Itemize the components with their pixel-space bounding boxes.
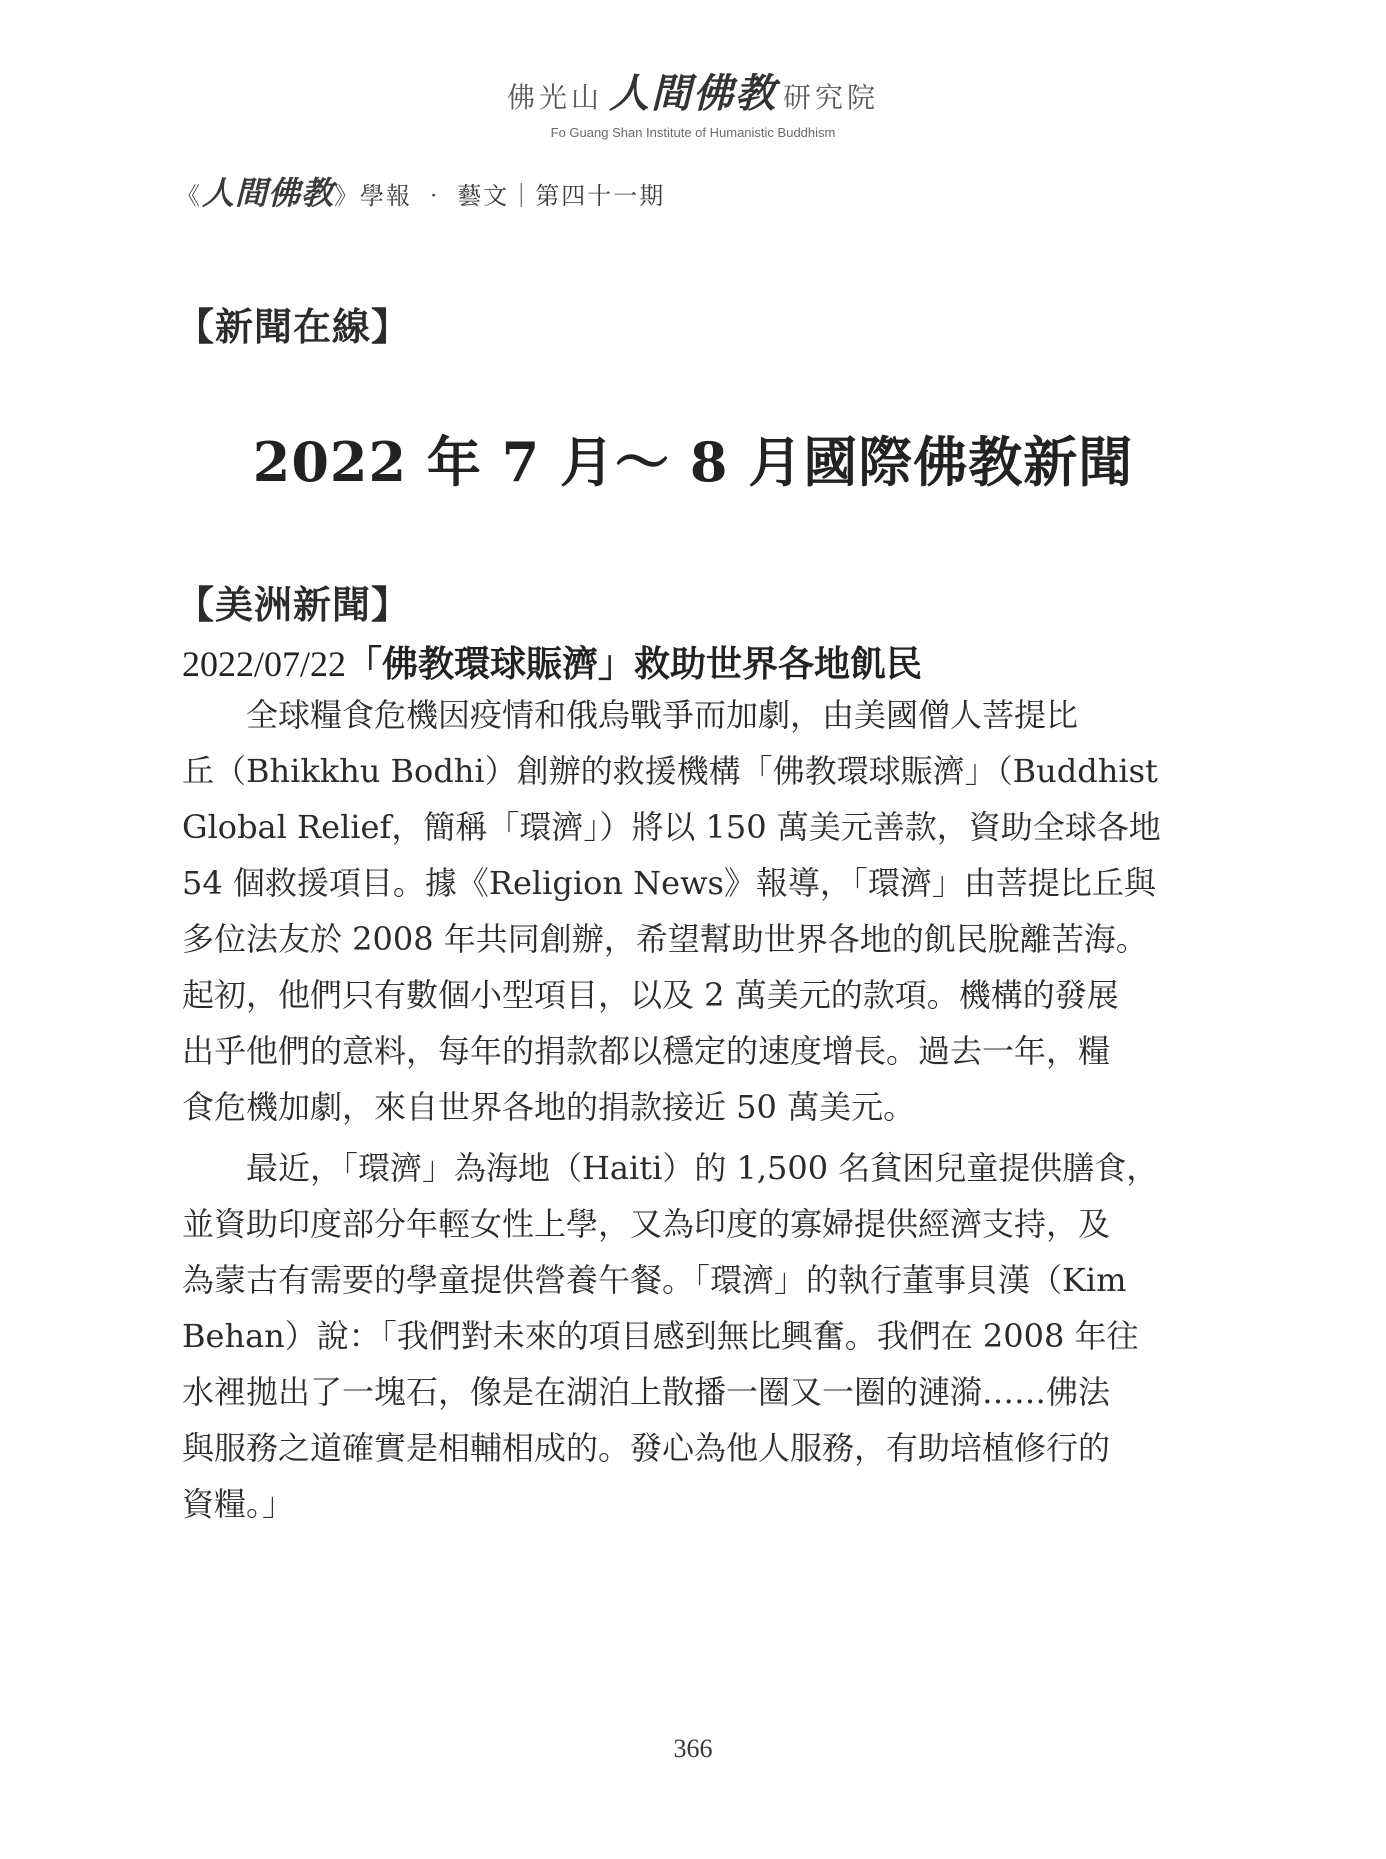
article-date: 2022/07/22	[182, 644, 347, 684]
paragraph-line: Global Relief，簡稱「環濟」）將以 150 萬美元善款，資助全球各地	[182, 808, 1161, 846]
institute-name	[0, 62, 1386, 119]
institute-suffix: 研究院	[783, 81, 880, 114]
paragraph-line: 最近，「環濟」為海地（Haiti）的 1,500 名貧困兒童提供膳食，	[182, 1149, 1159, 1187]
article-paragraph-1	[182, 687, 1182, 1135]
paragraph-line: 與服務之道確實是相輔相成的。發心為他人服務，有助培植修行的	[182, 1429, 1111, 1467]
institute-logo	[0, 62, 1386, 140]
section-americas-news: 【美洲新聞】	[176, 582, 411, 627]
paragraph-line: 食危機加劇，來自世界各地的捐款接近 50 萬美元。	[182, 1088, 916, 1126]
article-title: 「佛教環球賑濟」救助世界各地飢民	[346, 643, 923, 685]
page-title: 2022 年 7 月～ 8 月國際佛教新聞	[252, 430, 1134, 494]
journal-open-bracket: 《	[176, 182, 202, 210]
paragraph-line: 54 個救援項目。據《Religion News》報導，「環濟」由菩提比丘與	[182, 864, 1156, 902]
paragraph-line: 丘（Bhikkhu Bodhi）創辦的救援機構「佛教環球賑濟」（Buddhist	[182, 752, 1158, 790]
section-news-online: 【新聞在線】	[176, 304, 411, 349]
paragraph-line: 起初，他們只有數個小型項目，以及 2 萬美元的款項。機構的發展	[182, 976, 1119, 1014]
institute-brand: 人間佛教	[609, 70, 777, 117]
page-number: 366	[673, 1734, 713, 1763]
article-paragraph-2	[182, 1140, 1182, 1532]
journal-running-header	[176, 168, 665, 214]
paragraph-line: 資糧。」	[182, 1485, 295, 1523]
institute-english-name: Fo Guang Shan Institute of Humanistic Buddhism	[550, 125, 836, 140]
journal-issue: 》學報 ‧ 藝文｜第四十一期	[334, 182, 666, 210]
paragraph-line: 並資助印度部分年輕女性上學，又為印度的寡婦提供經濟支持，及	[182, 1205, 1111, 1243]
paragraph-line: 出乎他們的意料，每年的捐款都以穩定的速度增長。過去一年，糧	[182, 1032, 1111, 1070]
paragraph-line: 全球糧食危機因疫情和俄烏戰爭而加劇，由美國僧人菩提比	[182, 696, 1079, 734]
paragraph-line: 水裡拋出了一塊石，像是在湖泊上散播一圈又一圈的漣漪……佛法	[182, 1373, 1111, 1411]
paragraph-line: 多位法友於 2008 年共同創辦，希望幫助世界各地的飢民脫離苦海。	[182, 920, 1148, 958]
institute-prefix: 佛光山	[506, 81, 603, 114]
article-heading	[182, 636, 922, 687]
paragraph-line: Behan）說：「我們對未來的項目感到無比興奮。我們在 2008 年往	[182, 1317, 1139, 1355]
journal-brand: 人間佛教	[202, 174, 335, 212]
paragraph-line: 為蒙古有需要的學童提供營養午餐。「環濟」的執行董事貝漢（Kim	[182, 1261, 1127, 1299]
